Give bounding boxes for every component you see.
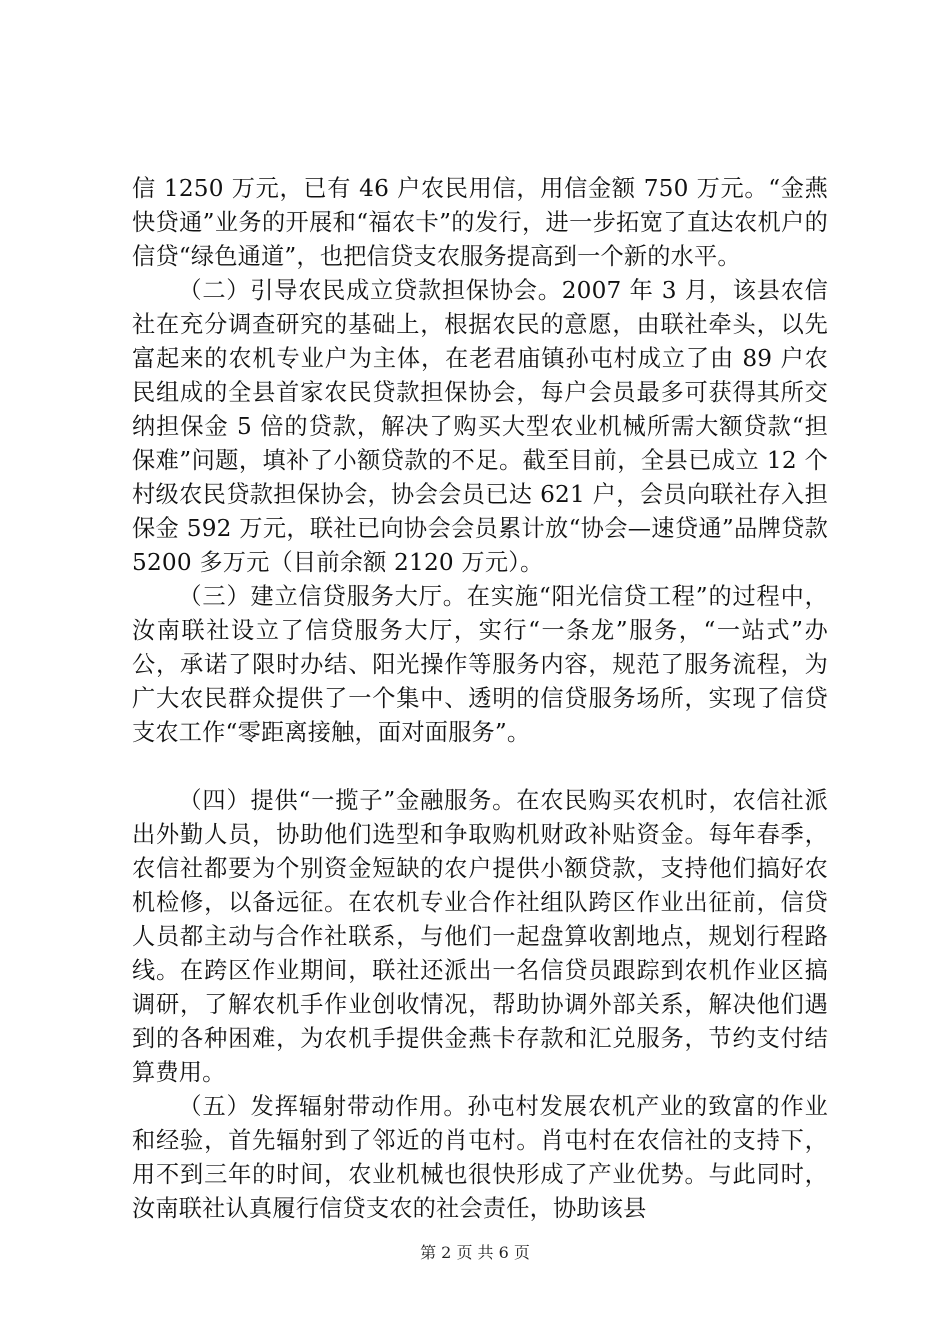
paragraph-section-5: （五）发挥辐射带动作用。孙屯村发展农机产业的致富的作业和经验，首先辐射到了邻近的肖屯村。肖屯村在农信社的支持下，用不到三年的时间，农业机械也很快形成了产业优势。与此同时，汝南联社认真履行信贷支农的社会责任，协助该县: [132, 1093, 828, 1222]
paragraph-section-3: （三）建立信贷服务大厅。在实施“阳光信贷工程”的过程中，汝南联社设立了信贷服务大厅，实行“一条龙”服务，“一站式”办公，承诺了限时办结、阳光操作等服务内容，规范了服务流程，为广大农民群众提供了一个集中、透明的信贷服务场所，实现了信贷支农工作“零距离接触，面对面服务”。: [132, 583, 828, 746]
paragraph-continuation: 信 1250 万元，已有 46 户农民用信，用信金额 750 万元。“金燕快贷通”业务的开展和“福农卡”的发行，进一步拓宽了直达农机户的信贷“绿色通道”，也把信贷支农服务提高到一个新的水平。: [132, 175, 828, 270]
paragraph-section-2: （二）引导农民成立贷款担保协会。2007 年 3 月，该县农信社在充分调查研究的基础上，根据农民的意愿，由联社牵头，以先富起来的农机专业户为主体，在老君庙镇孙屯村成立了由 89 户农民组成的全县首家农民贷款担保协会，每户会员最多可获得其所交纳担保金 5 倍的贷款，解决了购买大型农业机械所需大额贷款“担保难”问题，填补了小额贷款的不足。截至目前，全县已成立 12 个村级农民贷款担保协会，协会会员已达 621 户，会员向联社存入担保金 592 万元，联社已向协会会员累计放“协会—速贷通”品牌贷款 5200 多万元（目前余额 2120 万元）。: [132, 277, 828, 576]
page-number-footer: 第 2 页 共 6 页: [420, 1243, 530, 1262]
document-body: [132, 172, 828, 1226]
paragraph-section-4: （四）提供“一揽子”金融服务。在农民购买农机时，农信社派出外勤人员，协助他们选型和争取购机财政补贴资金。每年春季，农信社都要为个别资金短缺的农户提供小额贷款，支持他们搞好农机检修，以备远征。在农机专业合作社组队跨区作业出征前，信贷人员都主动与合作社联系，与他们一起盘算收割地点，规划行程路线。在跨区作业期间，联社还派出一名信贷员跟踪到农机作业区搞调研，了解农机手作业创收情况，帮助协调外部关系，解决他们遇到的各种困难，为农机手提供金燕卡存款和汇兑服务，节约支付结算费用。: [132, 787, 828, 1086]
